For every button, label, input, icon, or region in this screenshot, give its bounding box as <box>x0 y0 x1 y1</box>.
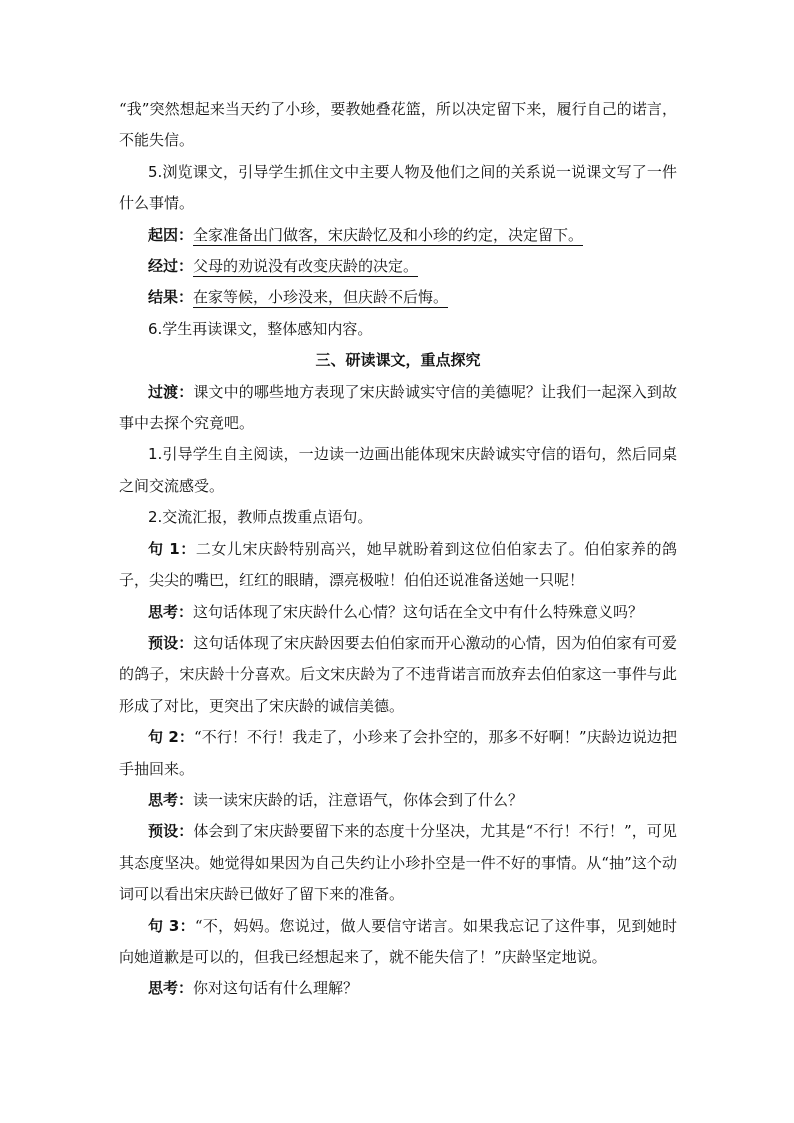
result-label: 结果： <box>148 288 194 307</box>
sentence-3-text: “不，妈妈。您说过，做人要信守诺言。如果我忘记了这件事，见到她时向她道歉是可以的，但我已经想起来了，就不能失信了！”庆龄坚定地说。 <box>119 916 678 966</box>
step-2: 2.交流汇报，教师点拨重点语句。 <box>148 508 373 527</box>
answer-2-text: 体会到了宋庆龄要留下来的态度十分坚决，尤其是“不行！不行！”，可见其态度坚决。她觉得如果因为自己失约让小珍扑空是一件不好的事情。从“抽”这个动词可以看出宋庆龄已做好了留下来的准备。 <box>119 822 677 904</box>
cause-label: 起因： <box>148 225 194 244</box>
summary-process <box>119 251 677 282</box>
sentence-1-label: 句 1： <box>148 539 196 558</box>
answer-1 <box>119 628 677 722</box>
think-2-text: 读一读宋庆龄的话，注意语气，你体会到了什么？ <box>193 790 524 809</box>
sentence-2-label: 句 2： <box>148 728 194 747</box>
sentence-3 <box>119 911 677 974</box>
cause-text: 全家准备出门做客，宋庆龄忆及和小珍的约定，决定留下。 <box>193 225 584 244</box>
document-body <box>119 94 677 1005</box>
think-3-text: 你对这句话有什么理解？ <box>193 979 359 998</box>
answer-2 <box>119 816 677 910</box>
section-heading: 三、研读课文，重点探究 <box>315 351 481 370</box>
answer-1-label: 预设： <box>148 633 194 652</box>
transition <box>119 377 677 440</box>
step-1: 1.引导学生自主阅读，一边读一边画出能体现宋庆龄诚实守信的语句，然后同桌之间交流感受。 <box>119 445 677 495</box>
process-text: 父母的劝说没有改变庆龄的决定。 <box>193 257 419 276</box>
transition-text: 课文中的哪些地方表现了宋庆龄诚实守信的美德呢？让我们一起深入到故事中去探个究竟吧。 <box>119 382 677 433</box>
think-1-text: 这句话体现了宋庆龄什么心情？这句话在全文中有什么特殊意义吗？ <box>193 602 644 621</box>
think-2-label: 思考： <box>148 790 194 809</box>
think-3 <box>119 973 677 1004</box>
paragraph-resolution: “我”突然想起来当天约了小珍，要教她叠花篮，所以决定留下来，履行自己的诺言，不能失信。 <box>119 100 677 150</box>
answer-1-text: 这句话体现了宋庆龄因要去伯伯家而开心激动的心情，因为伯伯家有可爱的鸽子，宋庆龄十分喜欢。后文宋庆龄为了不违背诺言而放弃去伯伯家这一事件与此形成了对比，更突出了宋庆龄的诚信美德。 <box>119 633 677 715</box>
think-1 <box>119 597 677 628</box>
sentence-2-text: “不行！不行！我走了，小珍来了会扑空的，那多不好啊！”庆龄边说边把手抽回来。 <box>119 728 677 778</box>
step-6: 6.学生再读课文，整体感知内容。 <box>148 319 373 338</box>
sentence-2 <box>119 722 677 785</box>
answer-2-label: 预设： <box>148 822 194 841</box>
step-5: 5.浏览课文，引导学生抓住文中主要人物及他们之间的关系说一说课文写了一件什么事情。 <box>119 162 677 213</box>
think-2 <box>119 785 677 816</box>
sentence-3-label: 句 3： <box>148 916 195 935</box>
summary-result <box>119 282 677 313</box>
transition-label: 过渡： <box>148 382 194 401</box>
think-3-label: 思考： <box>148 979 194 998</box>
think-1-label: 思考： <box>148 602 194 621</box>
process-label: 经过： <box>148 257 194 276</box>
sentence-1-text: 二女儿宋庆龄特别高兴，她早就盼着到这位伯伯家去了。伯伯家养的鸽子，尖尖的嘴巴，红红的眼睛，漂亮极啦！伯伯还说准备送她一只呢！ <box>119 539 677 590</box>
summary-cause <box>119 220 677 251</box>
sentence-1 <box>119 534 677 597</box>
result-text: 在家等候，小珍没来，但庆龄不后悔。 <box>193 288 449 307</box>
